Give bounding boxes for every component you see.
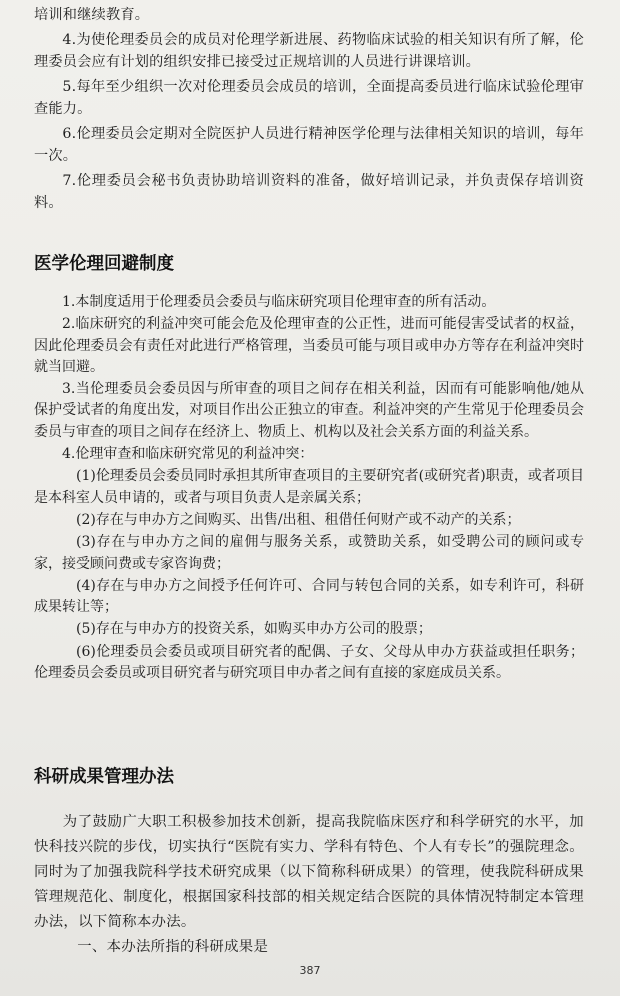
- paragraph: 培训和继续教育。: [34, 7, 150, 23]
- paragraph: 4.为使伦理委员会的成员对伦理学新进展、药物临床试验的相关知识有所了解，伦理委员会应有计划的组织安排已接受过正规培训的人员进行讲课培训。: [34, 32, 584, 70]
- paragraph: 6.伦理委员会定期对全院医护人员进行精神医学伦理与法律相关知识的培训，每年一次。: [34, 126, 584, 164]
- paragraph: 4.伦理审查和临床研究常见的利益冲突：: [62, 446, 314, 463]
- section-training: [34, 4, 584, 214]
- paragraph: 5.每年至少组织一次对伦理委员会成员的培训，全面提高委员进行临床试验伦理审查能力。: [34, 79, 584, 117]
- list-item: (6)伦理委员会委员或项目研究者的配偶、子女、父母从申办方获益或担任职务；伦理委员会委员或项目研究者与研究项目申办者之间有直接的家庭成员关系。: [34, 643, 584, 682]
- paragraph: 3.当伦理委员会委员因与所审查的项目之间存在相关利益，因而有可能影响他/她从保护受试者的角度出发，对项目作出公正独立的审查。利益冲突的产生常见于伦理委员会委员与审查的项目之间存在经济上、物质上、机构以及社会关系方面的利益关系。: [34, 381, 584, 440]
- list-item: (4)存在与申办方之间授予任何许可、合同与转包合同的关系，如专利许可，科研成果转让等；: [34, 577, 584, 616]
- paragraph: 2.临床研究的利益冲突可能会危及伦理审查的公正性，进而可能侵害受试者的权益，因此伦理委员会有责任对此进行严格管理，当委员可能与项目或申办方等存在利益冲突时就当回避。: [34, 316, 584, 375]
- section-research-results: [34, 810, 584, 960]
- page-number: 387: [299, 964, 321, 977]
- list-item: (1)伦理委员会委员同时承担其所审查项目的主要研究者(或研究者)职责，或者项目是本科室人员申请的，或者与项目负责人是亲属关系；: [34, 468, 584, 506]
- list-item: (3)存在与申办方之间的雇佣与服务关系，或赞助关系，如受聘公司的顾问或专家，接受顾问费或专家咨询费；: [34, 534, 584, 572]
- section-heading: 科研成果管理办法: [34, 767, 174, 787]
- section-avoidance-policy: [34, 292, 584, 684]
- list-item: (5)存在与申办方的投资关系，如购买申办方公司的股票；: [76, 621, 432, 638]
- paragraph: 一、本办法所指的科研成果是: [77, 939, 269, 955]
- list-item: (2)存在与申办方之间购买、出售/出租、租借任何财产或不动产的关系；: [76, 511, 521, 528]
- paragraph: 1.本制度适用于伦理委员会委员与临床研究项目伦理审查的所有活动。: [62, 294, 496, 310]
- paragraph: 为了鼓励广大职工积极参加技术创新，提高我院临床医疗和科学研究的水平，加快科技兴院的步伐，切实执行“医院有实力、学科有特色、个人有专长”的强院理念。同时为了加强我院科学技术研究成果（以下简称科研成果）的管理，使我院科研成果管理规范化、制度化，根据国家科技部的相关规定结合医院的具体情况特制定本管理办法，以下简称本办法。: [34, 814, 584, 930]
- section-heading: 医学伦理回避制度: [34, 254, 174, 274]
- paragraph: 7.伦理委员会秘书负责协助培训资料的准备，做好培训记录，并负责保存培训资料。: [34, 173, 584, 211]
